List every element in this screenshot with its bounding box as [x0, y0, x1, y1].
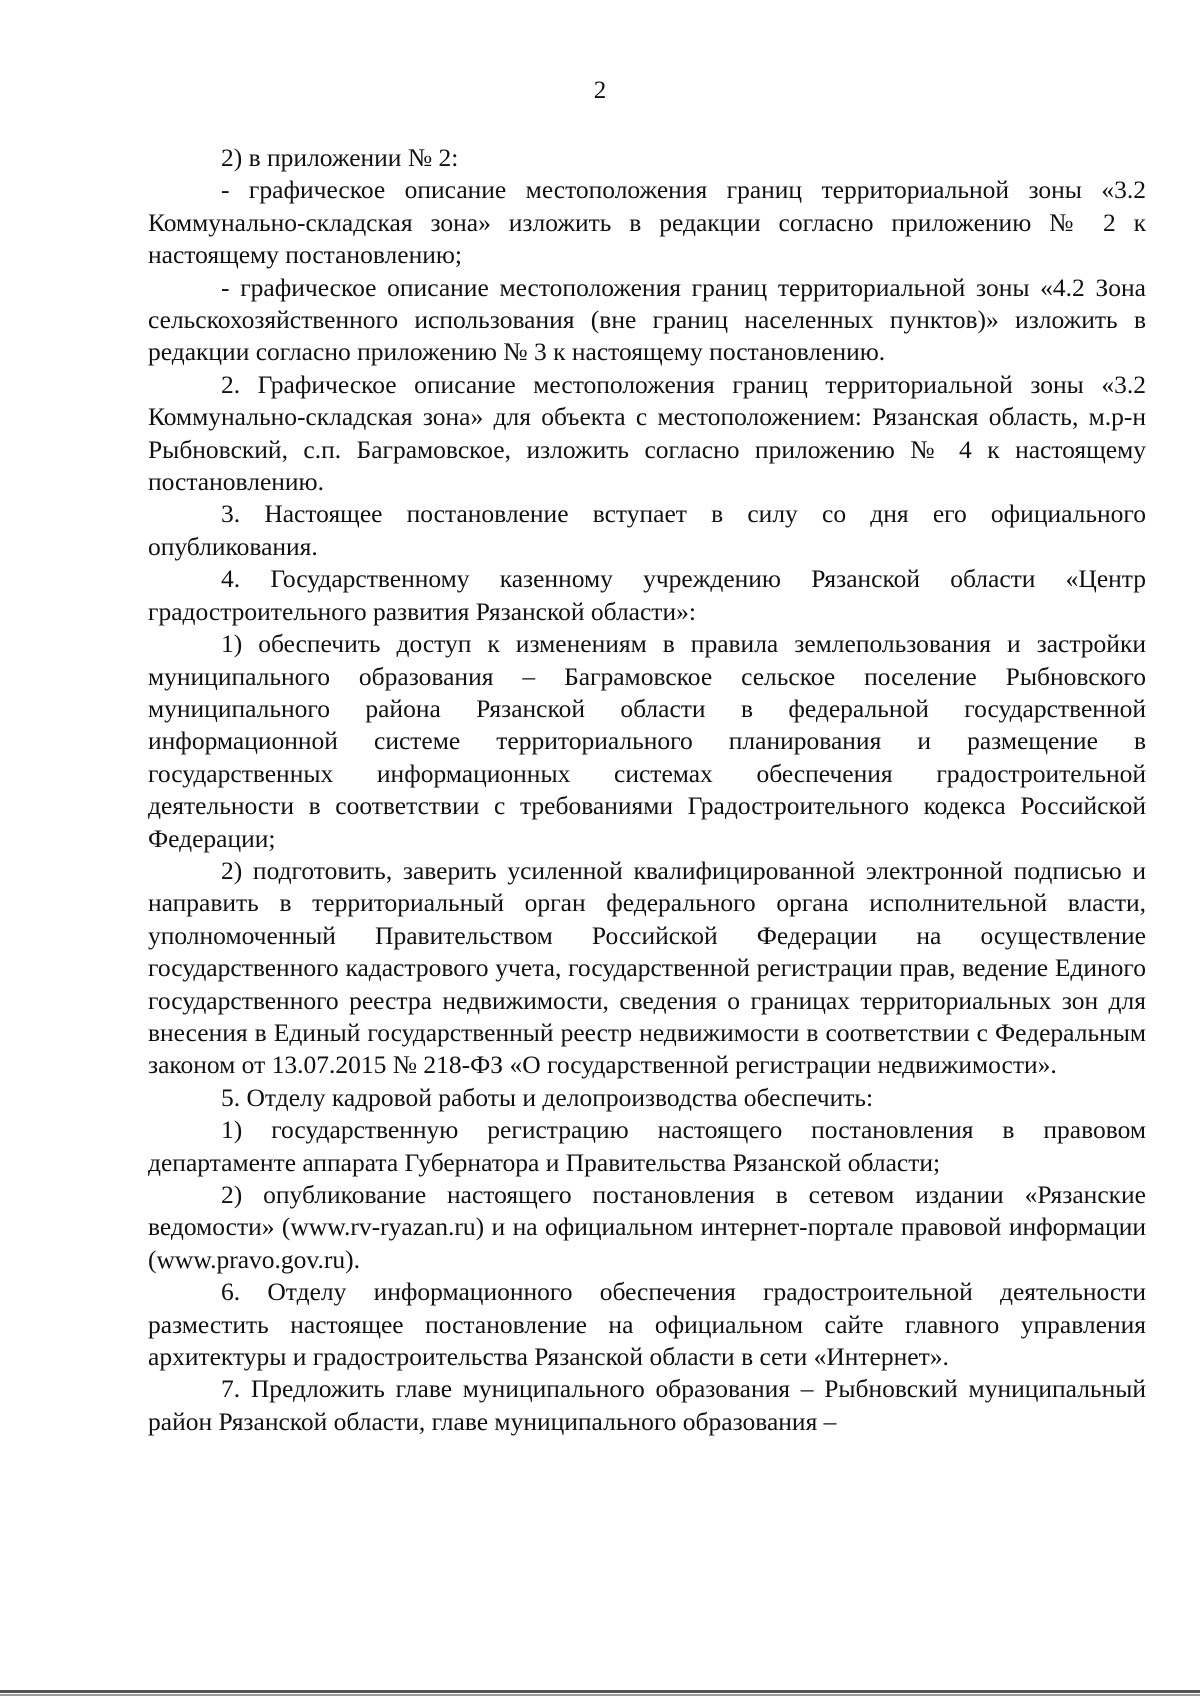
paragraph-item-4-sub-1: 1) обеспечить доступ к изменениям в правила землепользования и застройки муниципального образования – Баграмовское сельское поселение Рыбновского муниципального района Рязанской области в федеральной государственной информационной системе территориального планирования и размещение в государственных информационных системах обеспечения градостроительной деятельности в соответствии с требованиями Градостроительного кодекса Российской Федерации; [148, 629, 1146, 853]
paragraph-appendix-2-intro: 2) в приложении № 2: [221, 143, 459, 172]
page-bottom-edge-shadow [0, 1694, 1200, 1696]
page-number: 2 [593, 77, 607, 104]
page-bottom-edge [0, 1690, 1200, 1693]
paragraph-zone-3-2-graphic-description: - графическое описание местоположения границ территориальной зоны «3.2 Коммунально-складская зона» изложить в редакции согласно приложению № 2 к настоящему постановлению; [148, 175, 1146, 270]
paragraph-zone-4-2-graphic-description: - графическое описание местоположения границ территориальной зоны «4.2 Зона сельскохозяйственного использования (вне границ населенных пунктов)» изложить в редакции согласно приложению № 3 к настоящему постановлению. [148, 272, 1146, 367]
document-body [148, 142, 1146, 1438]
paragraph-item-5-sub-2: 2) опубликование настоящего постановления в сетевом издании «Рязанские ведомости» (www.rv-ryazan.ru) и на официальном интернет-портале правовой информации (www.pravo.gov.ru). [148, 1180, 1146, 1274]
paragraph-item-6: 6. Отделу информационного обеспечения градостроительной деятельности разместить настоящее постановление на официальном сайте главного управления архитектуры и градостроительства Рязанской области в сети «Интернет». [148, 1277, 1146, 1372]
paragraph-item-2: 2. Графическое описание местоположения границ территориальной зоны «3.2 Коммунально-складская зона» для объекта с местоположением: Рязанская область, м.р-н Рыбновский, с.п. Баграмовское, изложить согласно приложению № 4 к настоящему постановлению. [148, 369, 1146, 497]
paragraph-item-4: 4. Государственному казенному учреждению Рязанской области «Центр градостроительного развития Рязанской области»: [148, 564, 1146, 626]
paragraph-item-5: 5. Отделу кадровой работы и делопроизводства обеспечить: [221, 1082, 874, 1112]
paragraph-item-5-sub-1: 1) государственную регистрацию настоящего постановления в правовом департаменте аппарата Губернатора и Правительства Рязанской области; [148, 1115, 1146, 1177]
paragraph-item-3: 3. Настоящее постановление вступает в силу со дня его официального опубликования. [148, 499, 1146, 561]
paragraph-item-7: 7. Предложить главе муниципального образования – Рыбновский муниципальный район Рязанской области, главе муниципального образования – [148, 1374, 1146, 1436]
paragraph-item-4-sub-2: 2) подготовить, заверить усиленной квалифицированной электронной подписью и направить в территориальный орган федерального органа исполнительной власти, уполномоченный Правительством Российской Федерации на осуществление государственного кадастрового учета, государственной регистрации прав, ведение Единого государственного реестра недвижимости, сведения о границах территориальных зон для внесения в Единый государственный реестр недвижимости в соответствии с Федеральным законом от 13.07.2015 № 218-ФЗ «О государственной регистрации недвижимости». [148, 855, 1146, 1080]
